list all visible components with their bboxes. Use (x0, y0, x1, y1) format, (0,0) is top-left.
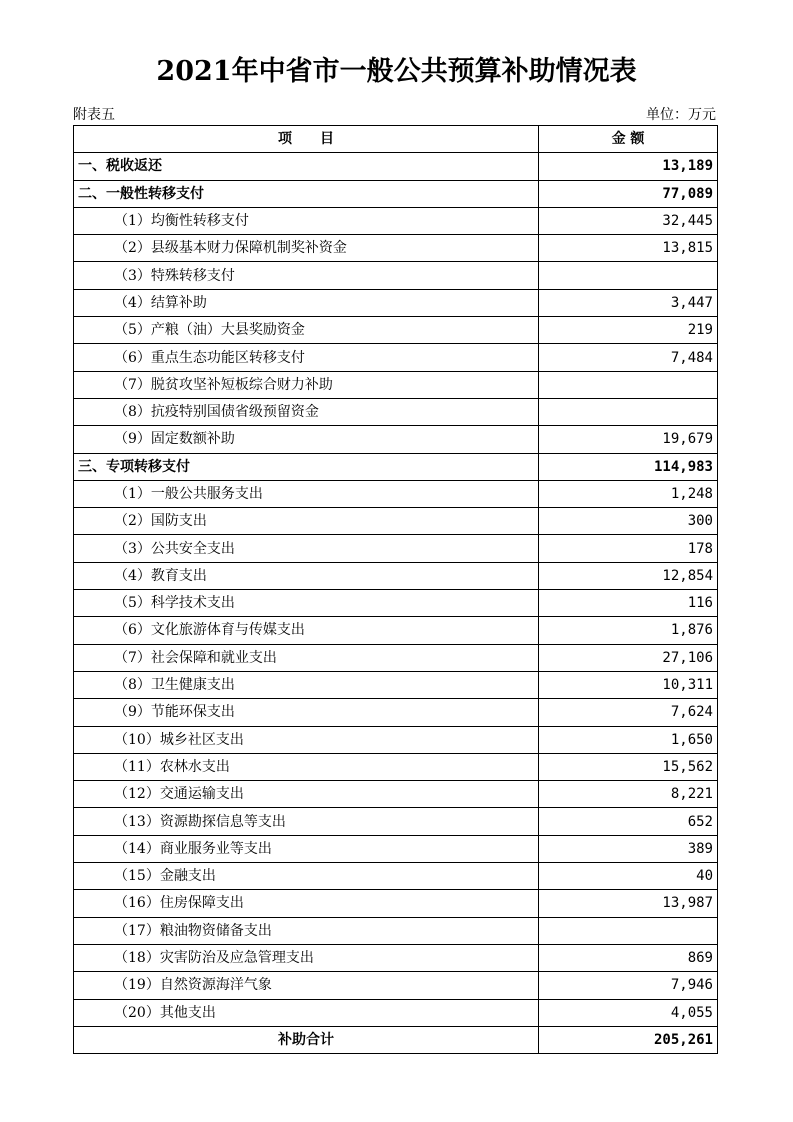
row-item-name: （9）固定数额补助 (74, 426, 539, 453)
row-item-name: （2）国防支出 (74, 508, 539, 535)
table-row (74, 699, 718, 726)
table-row (74, 426, 718, 453)
row-item-name: （6）重点生态功能区转移支付 (74, 344, 539, 371)
table-row (74, 453, 718, 480)
row-item-name: （14）商业服务业等支出 (74, 835, 539, 862)
table-row (74, 972, 718, 999)
table-row (74, 944, 718, 971)
column-header-item: 项 目 (74, 126, 539, 153)
row-amount: 7,484 (539, 344, 718, 371)
column-header-amount: 金 额 (539, 126, 718, 153)
table-row (74, 535, 718, 562)
row-item-name: （16）住房保障支出 (74, 890, 539, 917)
row-item-name: （8）卫生健康支出 (74, 671, 539, 698)
row-item-name: （7）脱贫攻坚补短板综合财力补助 (74, 371, 539, 398)
row-amount: 19,679 (539, 426, 718, 453)
table-row (74, 808, 718, 835)
table-row (74, 235, 718, 262)
table-row (74, 617, 718, 644)
table-body (74, 153, 718, 1054)
row-amount: 300 (539, 508, 718, 535)
table-row (74, 207, 718, 234)
table-row (74, 999, 718, 1026)
row-amount: 27,106 (539, 644, 718, 671)
table-row (74, 480, 718, 507)
row-amount (539, 917, 718, 944)
table-row (74, 726, 718, 753)
row-amount: 1,248 (539, 480, 718, 507)
row-amount: 13,189 (539, 153, 718, 180)
row-amount: 652 (539, 808, 718, 835)
table-row (74, 180, 718, 207)
table-row (74, 781, 718, 808)
row-item-name: （4）教育支出 (74, 562, 539, 589)
row-item-name: （1）一般公共服务支出 (74, 480, 539, 507)
row-amount: 3,447 (539, 289, 718, 316)
row-item-name: （15）金融支出 (74, 863, 539, 890)
table-header-row (74, 126, 718, 153)
table-row (74, 917, 718, 944)
row-item-name: （3）公共安全支出 (74, 535, 539, 562)
table-row (74, 289, 718, 316)
table-row (74, 371, 718, 398)
row-amount: 1,650 (539, 726, 718, 753)
row-item-name: （7）社会保障和就业支出 (74, 644, 539, 671)
table-row (74, 671, 718, 698)
table-row (74, 753, 718, 780)
row-item-name: （9）节能环保支出 (74, 699, 539, 726)
row-amount: 114,983 (539, 453, 718, 480)
row-item-name: 一、税收返还 (74, 153, 539, 180)
table-row (74, 863, 718, 890)
row-amount: 389 (539, 835, 718, 862)
total-label: 补助合计 (74, 1026, 539, 1053)
table-meta (73, 105, 716, 125)
row-item-name: 三、专项转移支付 (74, 453, 539, 480)
row-amount: 8,221 (539, 781, 718, 808)
row-amount: 77,089 (539, 180, 718, 207)
row-amount: 10,311 (539, 671, 718, 698)
total-row (74, 1026, 718, 1053)
row-item-name: （3）特殊转移支付 (74, 262, 539, 289)
row-amount: 1,876 (539, 617, 718, 644)
row-item-name: （18）灾害防治及应急管理支出 (74, 944, 539, 971)
row-item-name: （4）结算补助 (74, 289, 539, 316)
row-amount: 15,562 (539, 753, 718, 780)
row-amount (539, 371, 718, 398)
table-row (74, 398, 718, 425)
row-amount: 13,815 (539, 235, 718, 262)
row-amount: 178 (539, 535, 718, 562)
row-item-name: （20）其他支出 (74, 999, 539, 1026)
row-amount: 32,445 (539, 207, 718, 234)
table-row (74, 344, 718, 371)
table-row (74, 508, 718, 535)
row-item-name: （8）抗疫特别国债省级预留资金 (74, 398, 539, 425)
table-row (74, 153, 718, 180)
row-amount: 13,987 (539, 890, 718, 917)
row-item-name: （19）自然资源海洋气象 (74, 972, 539, 999)
table-row (74, 644, 718, 671)
row-amount (539, 398, 718, 425)
row-amount: 7,946 (539, 972, 718, 999)
row-item-name: （2）县级基本财力保障机制奖补资金 (74, 235, 539, 262)
row-item-name: （11）农林水支出 (74, 753, 539, 780)
table-row (74, 262, 718, 289)
row-amount: 7,624 (539, 699, 718, 726)
table-row (74, 835, 718, 862)
row-item-name: 二、一般性转移支付 (74, 180, 539, 207)
row-amount: 219 (539, 317, 718, 344)
page-title: 2021年中省市一般公共预算补助情况表 (156, 56, 637, 87)
row-item-name: （1）均衡性转移支付 (74, 207, 539, 234)
row-item-name: （12）交通运输支出 (74, 781, 539, 808)
row-amount: 4,055 (539, 999, 718, 1026)
row-item-name: （10）城乡社区支出 (74, 726, 539, 753)
row-item-name: （6）文化旅游体育与传媒支出 (74, 617, 539, 644)
row-amount: 40 (539, 863, 718, 890)
unit-label: 单位：万元 (646, 107, 716, 123)
row-amount: 12,854 (539, 562, 718, 589)
table-row (74, 317, 718, 344)
row-item-name: （5）产粮（油）大县奖励资金 (74, 317, 539, 344)
table-row (74, 890, 718, 917)
table-row (74, 562, 718, 589)
row-item-name: （17）粮油物资储备支出 (74, 917, 539, 944)
row-item-name: （13）资源勘探信息等支出 (74, 808, 539, 835)
annex-label: 附表五 (73, 107, 115, 123)
budget-table (73, 125, 718, 1054)
row-amount: 116 (539, 590, 718, 617)
row-amount: 869 (539, 944, 718, 971)
table-row (74, 590, 718, 617)
row-item-name: （5）科学技术支出 (74, 590, 539, 617)
total-amount: 205,261 (539, 1026, 718, 1053)
row-amount (539, 262, 718, 289)
